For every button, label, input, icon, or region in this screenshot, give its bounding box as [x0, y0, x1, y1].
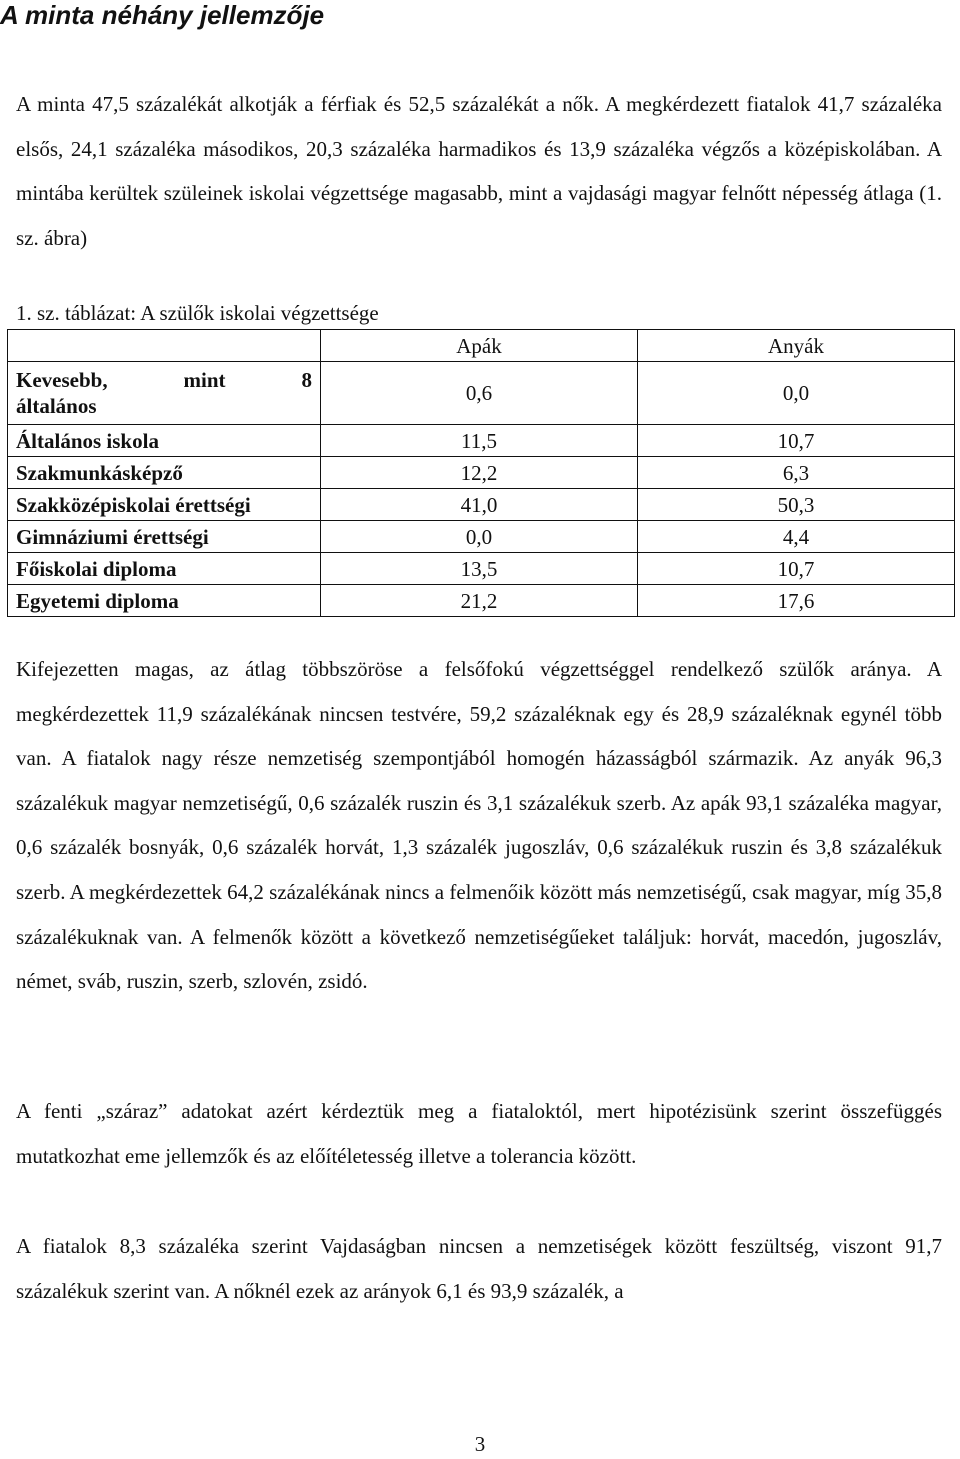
table-cell-apak: 13,5 [321, 553, 638, 585]
table-row [8, 362, 955, 425]
table-row-label: Általános iskola [8, 425, 321, 457]
table-cell-anyak: 10,7 [638, 425, 955, 457]
table-cell-apak: 12,2 [321, 457, 638, 489]
table-header-empty [8, 330, 321, 362]
table-header-anyak: Anyák [638, 330, 955, 362]
table-row [8, 489, 955, 521]
table-row [8, 521, 955, 553]
table-row-label: Gimnáziumi érettségi [8, 521, 321, 553]
table-cell-anyak: 4,4 [638, 521, 955, 553]
table-cell-apak: 21,2 [321, 585, 638, 617]
table-cell-apak: 41,0 [321, 489, 638, 521]
table-header-apak: Apák [321, 330, 638, 362]
table-row-label: Egyetemi diploma [8, 585, 321, 617]
table-cell-apak: 0,6 [321, 362, 638, 425]
table-caption: 1. sz. táblázat: A szülők iskolai végzettsége [16, 301, 379, 325]
section-heading: A minta néhány jellemzője [0, 0, 325, 30]
table-cell-apak: 0,0 [321, 521, 638, 553]
table-row [8, 553, 955, 585]
table-header-row [8, 330, 955, 362]
paragraph-hypothesis: A fenti „száraz” adatokat azért kérdeztük meg a fiataloktól, mert hipotézisünk szerint összefüggés mutatkozhat eme jellemzők és az előítéletesség illetve a tolerancia között. [16, 1099, 942, 1168]
table-cell-anyak: 6,3 [638, 457, 955, 489]
paragraph-parents-siblings-nationality: Kifejezetten magas, az átlag többszöröse a felsőfokú végzettséggel rendelkező szülők aránya. A megkérdezettek 11,9 százalékának nincsen testvére, 59,2 százaléknak egy és 28,9 százaléknak egynél több van. A fiatalok nagy része nemzetiség szempontjából homogén házasságból származik. Az anyák 96,3 százalékuk magyar nemzetiségű, 0,6 százalék ruszin és 3,1 százalékuk szerb. Az apák 93,1 százaléka magyar, 0,6 százalék bosnyák, 0,6 százalék horvát, 1,3 százalék jugoszláv, 0,6 százalékuk ruszin és 3,8 százalékuk szerb. A megkérdezettek 64,2 százalékának nincs a felmenőik között más nemzetiségű, csak magyar, míg 35,8 százalékuknak van. A felmenők között a következő nemzetiségűeket találjuk: horvát, macedón, jugoszláv, német, sváb, ruszin, szerb, szlovén, zsidó. [16, 657, 942, 994]
table-row-label-line-1: Kevesebb, mint 8 [16, 368, 312, 392]
table-row-label: Főiskolai diploma [8, 553, 321, 585]
page-number: 3 [474, 1432, 486, 1456]
table-row-label: Szakmunkásképző [8, 457, 321, 489]
parents-education-table [7, 329, 955, 617]
paragraph-tension: A fiatalok 8,3 százaléka szerint Vajdaságban nincsen a nemzetiségek között feszültség, viszont 91,7 százalékuk szerint van. A nőknél ezek az arányok 6,1 és 93,9 százalék, a [16, 1234, 942, 1303]
table-row [8, 585, 955, 617]
table-cell-anyak: 10,7 [638, 553, 955, 585]
table-row [8, 425, 955, 457]
table-row-label [8, 362, 321, 425]
table-cell-anyak: 50,3 [638, 489, 955, 521]
table-row-label: Szakközépiskolai érettségi [8, 489, 321, 521]
table-cell-apak: 11,5 [321, 425, 638, 457]
table-row [8, 457, 955, 489]
table-cell-anyak: 17,6 [638, 585, 955, 617]
table-row-label-line-2: általános [16, 394, 97, 418]
paragraph-sample-composition: A minta 47,5 százalékát alkotják a férfiak és 52,5 százalékát a nők. A megkérdezett fiatalok 41,7 százaléka elsős, 24,1 százaléka másodikos, 20,3 százaléka harmadikos és 13,9 százaléka végzős a középiskolában. A mintába kerültek szüleinek iskolai végzettsége magasabb, mint a vajdasági magyar felnőtt népesség átlaga (1. sz. ábra) [16, 92, 942, 250]
table-cell-anyak: 0,0 [638, 362, 955, 425]
